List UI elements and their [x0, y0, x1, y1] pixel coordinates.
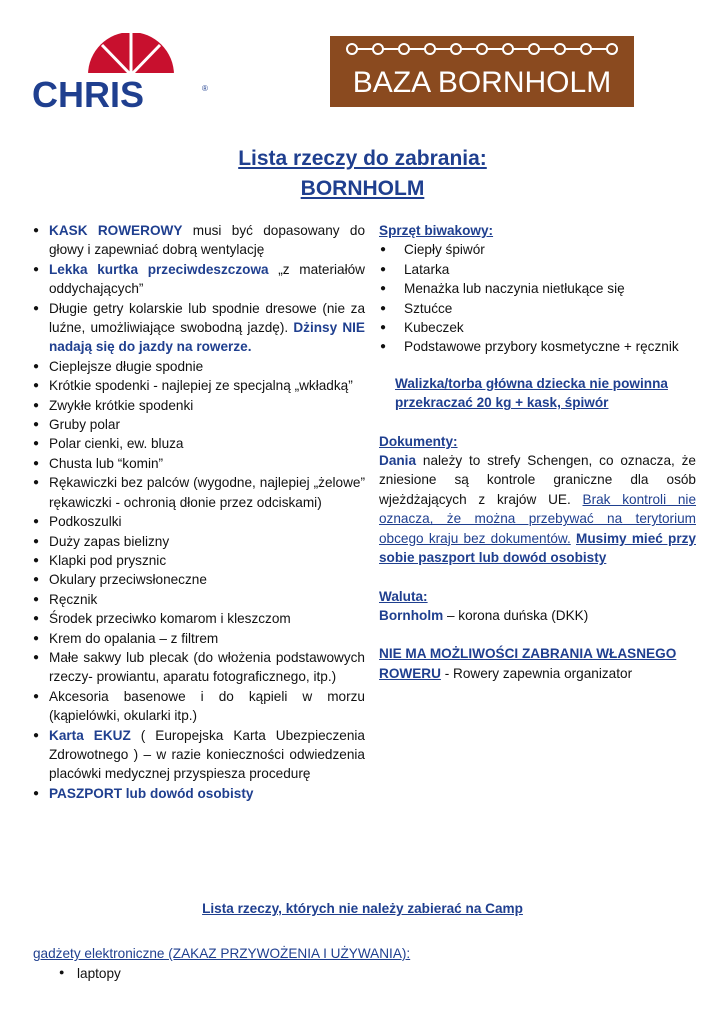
- packing-list-item: ● Gruby polar: [33, 415, 365, 434]
- packing-list-item: ● Środek przeciwko komarom i kleszczom: [33, 609, 365, 628]
- not-allowed-heading: Lista rzeczy, których nie należy zabierać na Camp: [202, 901, 523, 916]
- documents-heading: Dokumenty:: [379, 433, 458, 449]
- electronics-item: ● laptopy: [59, 966, 121, 981]
- page-title: Lista rzeczy do zabrania:: [238, 147, 487, 170]
- packing-list-item: ● KASK ROWEROWY musi być dopasowany do głowy i zapewniać dobrą wentylację: [33, 221, 365, 260]
- packing-list-item: ● Rękawiczki bez palców (wygodne, najlepiej „żelowe” rękawiczki - ochronią dłonie przez odciskami): [33, 473, 365, 512]
- packing-list-item: ● Podkoszulki: [33, 512, 365, 531]
- camping-heading: Sprzęt biwakowy:: [379, 223, 494, 238]
- packing-list-item: ● Akcesoria basenowe i do kąpieli w morzu (kąpielówki, okularki itp.): [33, 687, 365, 726]
- currency-value: – korona duńska (DKK): [443, 607, 589, 623]
- packing-list-item: ● PASZPORT lub dowód osobisty: [33, 784, 365, 803]
- page-subtitle: BORNHOLM: [300, 177, 425, 200]
- packing-list-item: ● Krótkie spodenki - najlepiej ze specjalną „wkładką”: [33, 376, 365, 395]
- packing-list-item: ● Ręcznik: [33, 590, 365, 609]
- chris-logo: [30, 33, 215, 115]
- bike-info: - Rowery zapewnia organizator: [440, 665, 633, 681]
- luggage-note: Walizka/torba główna dziecka nie powinna przekraczać 20 kg + kask, śpiwór: [395, 375, 668, 411]
- packing-list-item: ● Karta EKUZ ( Europejska Karta Ubezpieczenia Zdrowotnego ) – w razie konieczności odwiedzenia placówki medycznej przyspiesza procedurę: [33, 726, 365, 784]
- bike-warning: NIE MA MOŻLIWOŚCI ZABRANIA WŁASNEGO ROWERU: [379, 646, 677, 681]
- currency-place: Bornholm: [379, 607, 444, 623]
- documents-warning: Brak kontroli nie oznacza, że można przebywać na terytorium obcego kraju bez dokumentów.: [379, 491, 697, 546]
- packing-list-item: ● Cieplejsze długie spodnie: [33, 357, 365, 376]
- packing-list-item: ● Okulary przeciwsłoneczne: [33, 570, 365, 589]
- camping-item: ● Kubeczek: [379, 318, 696, 337]
- right-column: [379, 221, 696, 683]
- camping-item: ● Menażka lub naczynia nietłukące się: [379, 279, 696, 298]
- documents-text: [379, 451, 696, 567]
- camping-list: [379, 240, 696, 356]
- documents-requirement: Musimy mieć przy sobie paszport lub dowód osobisty: [379, 530, 696, 566]
- currency-heading: Waluta:: [379, 588, 428, 604]
- packing-list-item: ● Małe sakwy lub plecak (do włożenia podstawowych rzeczy- prowiantu, aparatu fotograficznego, itp.): [33, 648, 365, 687]
- camping-item: ● Ciepły śpiwór: [379, 240, 696, 259]
- packing-list-item: ● Chusta lub “komin”: [33, 454, 365, 473]
- documents-country: Dania: [379, 453, 417, 469]
- documents-body: należy to strefy Schengen, co oznacza, że zniesione są kontrole graniczne dla osób wjeżdżających z krajów UE.: [379, 453, 696, 507]
- currency-text: [379, 606, 696, 625]
- packing-list-item: ● Krem do opalania – z filtrem: [33, 629, 365, 648]
- svg-text:®: ®: [202, 84, 208, 93]
- left-column: [33, 221, 365, 803]
- packing-list-item: ● Polar cienki, ew. bluza: [33, 434, 365, 453]
- baza-bornholm-logo: [330, 36, 634, 107]
- baza-logo-text: BAZA BORNHOLM: [352, 66, 612, 99]
- camping-item: ● Sztućce: [379, 299, 696, 318]
- bike-note: [379, 644, 696, 683]
- camping-item: ● Podstawowe przybory kosmetyczne + ręcznik: [379, 337, 696, 356]
- camping-item: ● Latarka: [379, 260, 696, 279]
- packing-list-item: ● Duży zapas bielizny: [33, 532, 365, 551]
- chris-logo-text: CHRIS: [32, 74, 145, 115]
- electronics-heading: gadżety elektroniczne (ZAKAZ PRZYWOŻENIA I UŻYWANIA):: [33, 946, 411, 961]
- packing-list-item: ● Klapki pod prysznic: [33, 551, 365, 570]
- packing-list-item: ● Lekka kurtka przeciwdeszczowa „z materiałów oddychających”: [33, 260, 365, 299]
- packing-list-item: ● Długie getry kolarskie lub spodnie dresowe (nie za luźne, umożliwiające swobodną jazdę). Dżinsy NIE nadają się do jazdy na rowerze.: [33, 299, 365, 357]
- packing-list-item: ● Zwykłe krótkie spodenki: [33, 396, 365, 415]
